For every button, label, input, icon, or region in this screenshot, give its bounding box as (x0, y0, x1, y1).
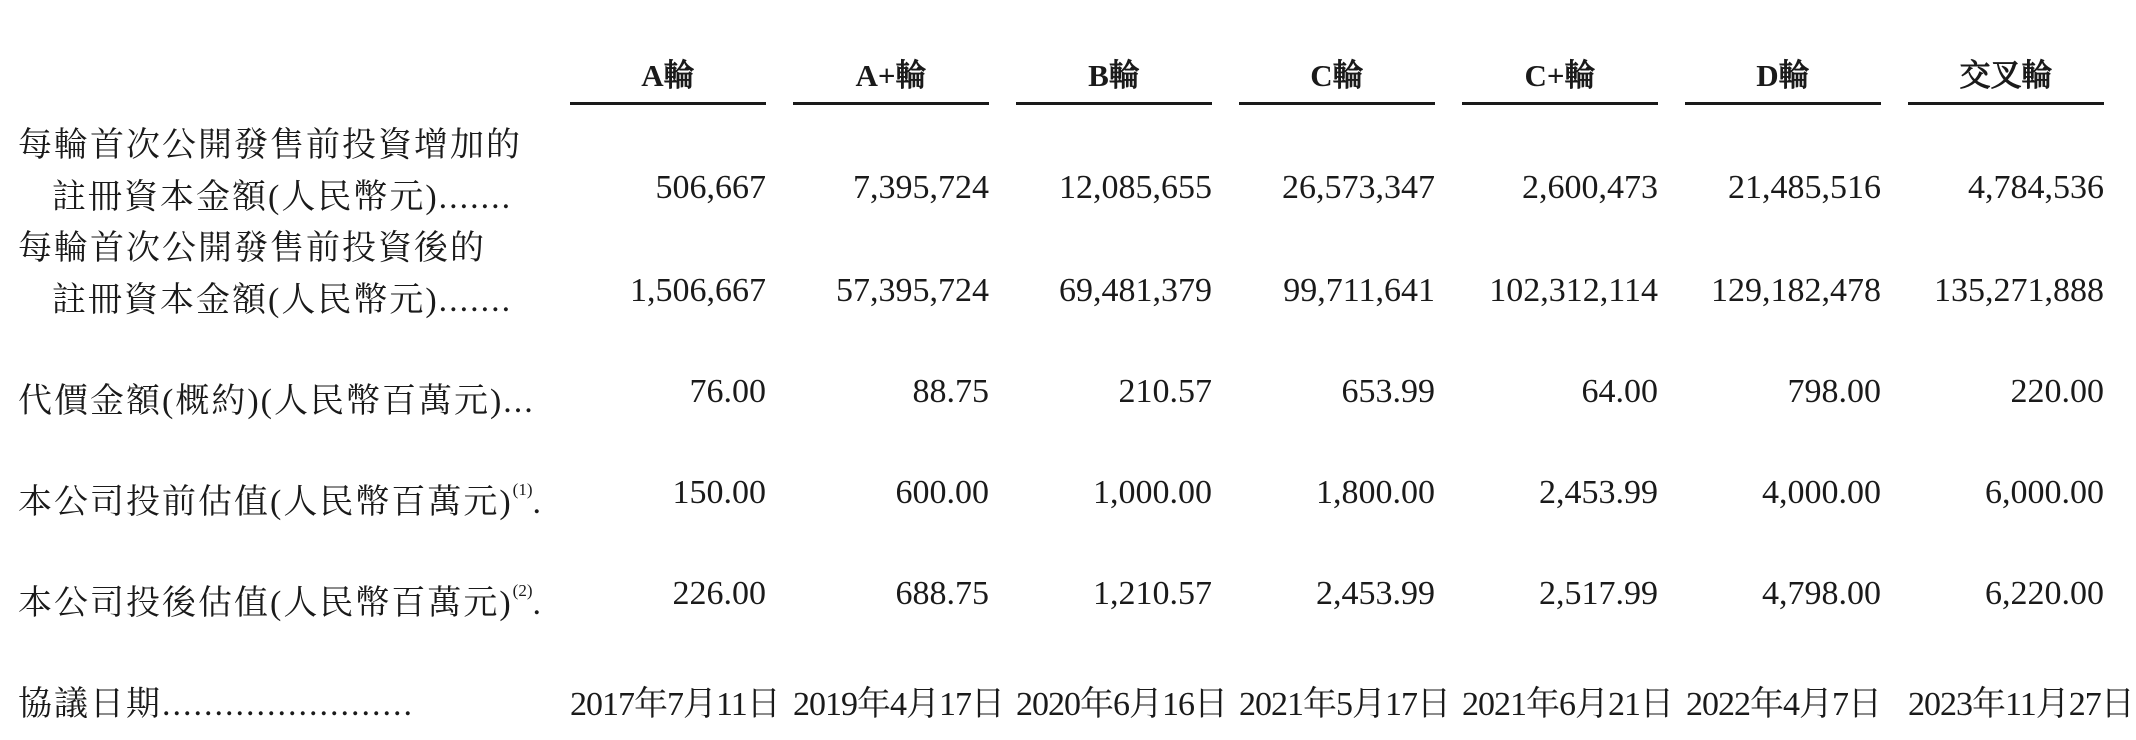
cell-pre-money-valuation: 4,000.00 (1762, 474, 1881, 511)
cell-capital-increase: 2,600,473 (1522, 169, 1658, 206)
cell-capital-increase: 21,485,516 (1728, 169, 1881, 206)
header-underline (1016, 102, 1212, 105)
cell-post-money-valuation: 688.75 (895, 575, 989, 612)
cell-consideration: 76.00 (689, 373, 766, 410)
row-label-text: 本公司投後估值(人民幣百萬元) (18, 585, 513, 622)
row-label-suffix: . (532, 585, 543, 622)
cell-post-money-valuation: 226.00 (672, 575, 766, 612)
cell-consideration: 88.75 (912, 373, 989, 410)
cell-agreement-date: 2023年11月27日 (1908, 686, 2134, 723)
header-underline (570, 102, 766, 105)
header-underline (1908, 102, 2104, 105)
cell-capital-increase: 12,085,655 (1059, 169, 1212, 206)
column-header-c: C輪 (1310, 58, 1364, 93)
cell-pre-money-valuation: 1,800.00 (1316, 474, 1435, 511)
header-underline (1239, 102, 1435, 105)
row-label-suffix: . (532, 484, 543, 521)
row-label-capital-increase-line1: 每輪首次公開發售前投資增加的 (18, 127, 522, 164)
cell-capital-after: 99,711,641 (1283, 272, 1435, 309)
cell-capital-increase: 26,573,347 (1282, 169, 1435, 206)
cell-capital-after: 57,395,724 (836, 272, 989, 309)
row-label-post-money-valuation (18, 575, 543, 624)
column-header-d: D輪 (1756, 58, 1810, 93)
row-label-pre-money-valuation (18, 474, 543, 523)
cell-consideration: 653.99 (1341, 373, 1435, 410)
column-header-a: A輪 (641, 58, 695, 93)
cell-capital-after: 69,481,379 (1059, 272, 1212, 309)
cell-agreement-date: 2017年7月11日 (570, 686, 780, 723)
row-label-agreement-date: 協議日期........................ (18, 686, 414, 723)
row-label-capital-increase-line2: 註冊資本金額(人民幣元)....... (52, 179, 513, 216)
cell-post-money-valuation: 4,798.00 (1762, 575, 1881, 612)
cell-capital-after: 1,506,667 (630, 272, 766, 309)
column-header-a-plus: A+輪 (855, 58, 927, 93)
cell-agreement-date: 2021年5月17日 (1239, 686, 1450, 723)
cell-agreement-date: 2022年4月7日 (1686, 686, 1881, 723)
cell-pre-money-valuation: 6,000.00 (1985, 474, 2104, 511)
row-label-capital-after-line1: 每輪首次公開發售前投資後的 (18, 230, 486, 267)
cell-agreement-date: 2020年6月16日 (1016, 686, 1227, 723)
cell-consideration: 64.00 (1581, 373, 1658, 410)
column-header-b: B輪 (1088, 58, 1140, 93)
cell-agreement-date: 2021年6月21日 (1462, 686, 1673, 723)
cell-capital-after: 102,312,114 (1489, 272, 1658, 309)
cell-post-money-valuation: 6,220.00 (1985, 575, 2104, 612)
header-underline (793, 102, 989, 105)
cell-capital-increase: 506,667 (655, 169, 766, 206)
cell-pre-money-valuation: 2,453.99 (1539, 474, 1658, 511)
column-header-c-plus: C+輪 (1524, 58, 1596, 93)
footnote-marker: (1) (512, 480, 533, 499)
cell-capital-increase: 4,784,536 (1968, 169, 2104, 206)
cell-consideration: 798.00 (1787, 373, 1881, 410)
cell-post-money-valuation: 1,210.57 (1093, 575, 1212, 612)
cell-pre-money-valuation: 150.00 (672, 474, 766, 511)
cell-consideration: 220.00 (2010, 373, 2104, 410)
row-label-capital-after-line2: 註冊資本金額(人民幣元)....... (52, 282, 513, 319)
cell-pre-money-valuation: 600.00 (895, 474, 989, 511)
cell-capital-after: 129,182,478 (1711, 272, 1881, 309)
header-underline (1685, 102, 1881, 105)
cell-pre-money-valuation: 1,000.00 (1093, 474, 1212, 511)
column-header-cross: 交叉輪 (1959, 58, 2053, 93)
header-underline (1462, 102, 1658, 105)
cell-post-money-valuation: 2,517.99 (1539, 575, 1658, 612)
cell-agreement-date: 2019年4月17日 (793, 686, 1004, 723)
row-label-consideration: 代價金額(概約)(人民幣百萬元)... (18, 383, 535, 420)
row-label-text: 本公司投前估值(人民幣百萬元) (18, 484, 513, 521)
cell-capital-after: 135,271,888 (1934, 272, 2104, 309)
cell-post-money-valuation: 2,453.99 (1316, 575, 1435, 612)
footnote-marker: (2) (512, 581, 533, 600)
cell-capital-increase: 7,395,724 (853, 169, 989, 206)
cell-consideration: 210.57 (1118, 373, 1212, 410)
